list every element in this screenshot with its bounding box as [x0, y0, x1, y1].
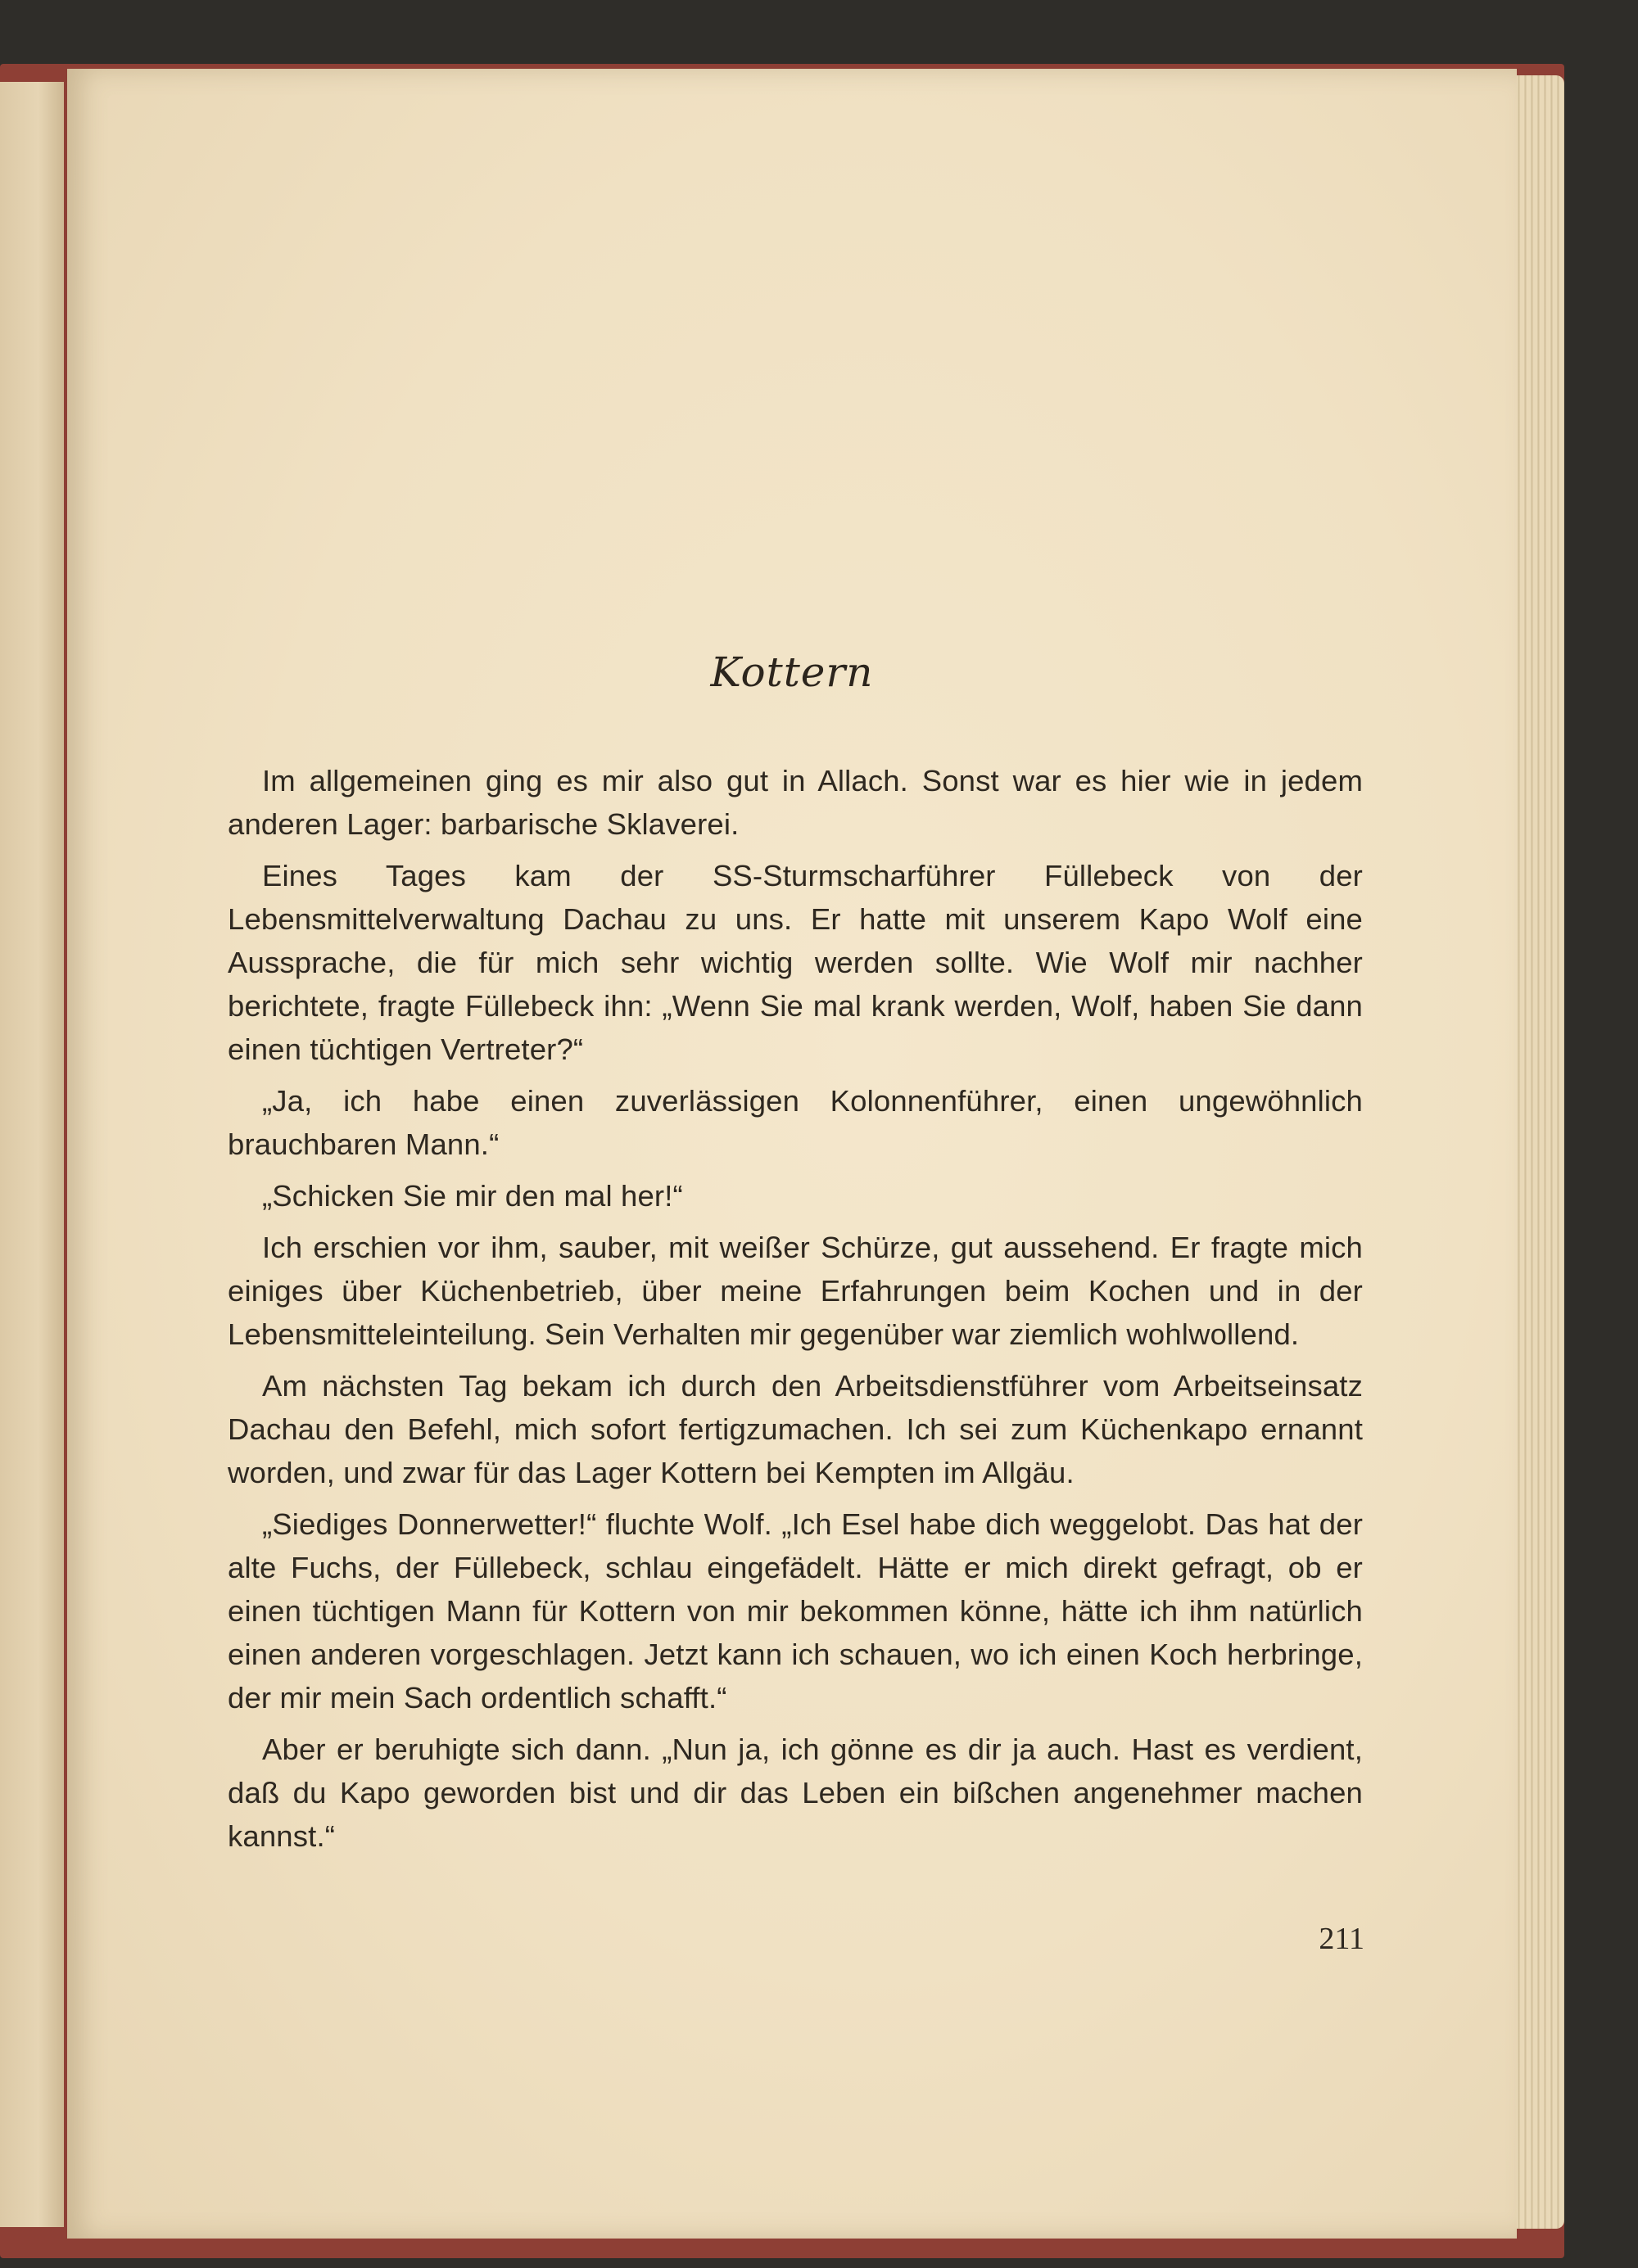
page-number: 211 — [1319, 1922, 1364, 1956]
page-body-text — [228, 759, 1363, 1866]
paragraph: Am nächsten Tag bekam ich durch den Arbeitsdienstführer vom Arbeitseinsatz Dachau den Befehl, mich sofort fertigzumachen. Ich sei zum Küchenkapo ernannt worden, und zwar für das Lager Kottern bei Kempten im Allgäu. — [228, 1369, 1363, 1489]
paragraph: Aber er beruhigte sich dann. „Nun ja, ich gönne es dir ja auch. Hast es verdient, daß du Kapo geworden bist und dir das Leben ein bißchen angenehmer machen kannst.“ — [228, 1733, 1363, 1853]
paragraph: „Siediges Donnerwetter!“ fluchte Wolf. „Ich Esel habe dich weggelobt. Das hat der alte Fuchs, der Füllebeck, schlau eingefädelt. Hätte er mich direkt gefragt, ob er einen tüchtigen Mann für Kottern von mir bekommen könne, hätte ich ihm natürlich einen anderen vorgeschlagen. Jetzt kann ich schauen, wo ich einen Koch herbringe, der mir mein Sach ordentlich schafft.“ — [228, 1507, 1363, 1715]
paragraph: Eines Tages kam der SS-Sturmscharführer Füllebeck von der Lebensmittelverwaltung Dachau zu uns. Er hatte mit unserem Kapo Wolf eine Aussprache, die für mich sehr wichtig werden sollte. Wie Wolf mir nachher berichtete, fragte Füllebeck ihn: „Wenn Sie mal krank werden, Wolf, haben Sie dann einen tüchtigen Vertreter?“ — [228, 859, 1363, 1066]
chapter-title: Kottern — [710, 648, 874, 696]
left-page-edge — [0, 82, 64, 2227]
paragraph: Ich erschien vor ihm, sauber, mit weißer Schürze, gut aussehend. Er fragte mich einiges über Küchenbetrieb, über meine Erfahrungen beim Kochen und in der Lebensmitteleinteilung. Sein Verhalten mir gegenüber war ziemlich wohlwollend. — [228, 1231, 1363, 1351]
paragraph: Im allgemeinen ging es mir also gut in Allach. Sonst war es hier wie in jedem anderen Lager: barbarische Sklaverei. — [228, 764, 1363, 841]
paragraph: „Schicken Sie mir den mal her!“ — [262, 1179, 683, 1213]
paragraph: „Ja, ich habe einen zuverlässigen Kolonnenführer, einen ungewöhnlich brauchbaren Mann.“ — [228, 1084, 1363, 1161]
book-page — [67, 69, 1517, 2239]
